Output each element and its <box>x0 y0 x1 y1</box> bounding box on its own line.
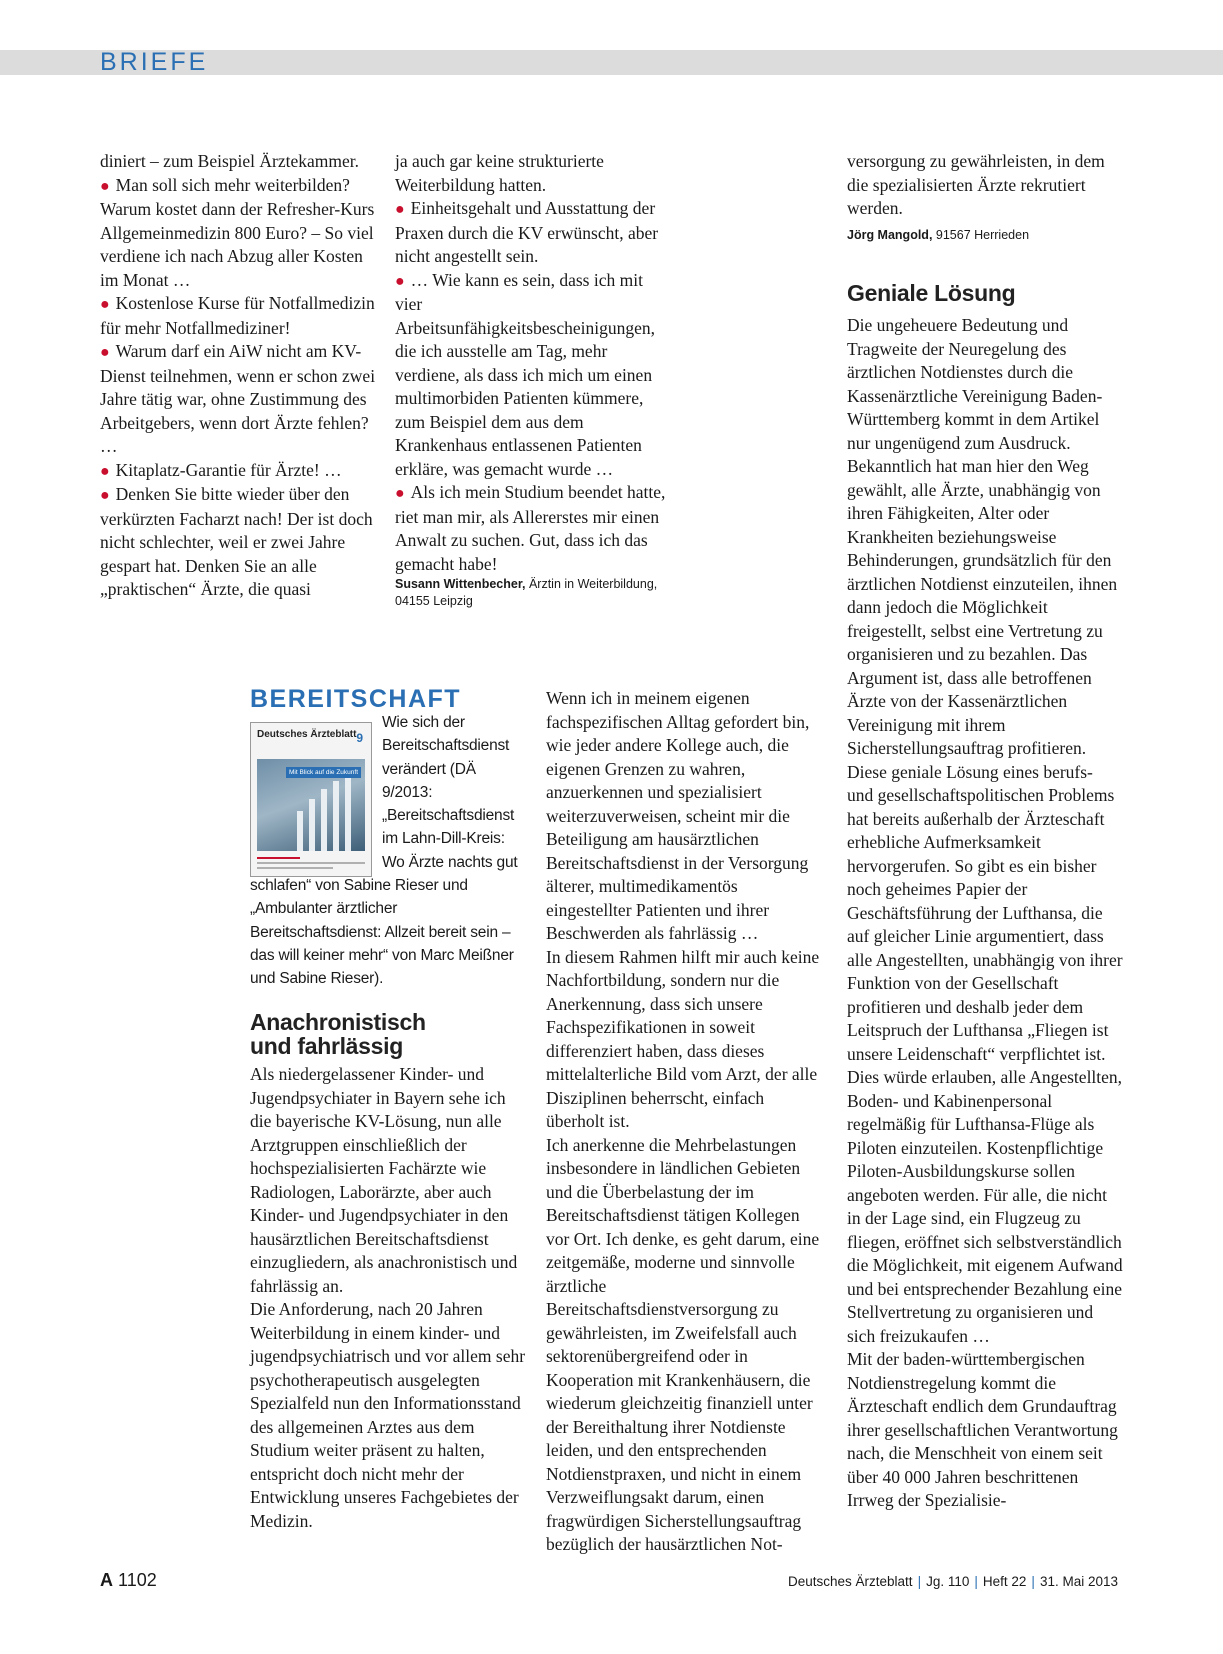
article-heading: Anachronistisch und fahrlässig <box>250 1009 426 1059</box>
bullet-item: ● Als ich mein Studium beendet hatte, riet man mir, als Allererstes mir einen Anwalt zu suchen. Gut, dass ich das gemacht habe! <box>395 482 666 574</box>
cover-logo: Deutsches Ärzteblatt <box>257 729 357 740</box>
journal-footer: Deutsches Ärzteblatt | Jg. 110 | Heft 22 | 31. Mai 2013 <box>788 1574 1118 1589</box>
letter1-column-2 <box>395 150 671 610</box>
text-paragraph: In diesem Rahmen hilft mir auch keine Nachfortbildung, sondern nur die Anerkennung, dass sich unsere Fachspezifikationen in soweit differenziert haben, dass dieses mittelalterliche Bild vom Arzt, der alle Disziplinen beherrscht, einfach überholt ist. <box>546 946 820 1131</box>
bullet-item: ● Denken Sie bitte wieder über den verkürzten Facharzt nach! Der ist doch nicht schlechter, weil er zwei Jahre gespart hat. Denken Sie an alle „praktischen“ Ärzte, die quasi <box>100 484 373 599</box>
article-reference: Wie sich der Bereitschaftsdienst verändert (DÄ 9/2013: „Bereitschaftsdienst im Lahn-Dill-Kreis: Wo Ärzte nachts gut schlafen“ von Sabine Rieser und „Ambulanter ärztlicher Bereitschaftsdienst: Allzeit bereit sein – das will keiner mehr“ von Marc Meißner und Sabine Rieser). <box>250 711 530 971</box>
topic-label: BEREITSCHAFT <box>250 685 462 713</box>
bullet-item: ● Einheitsgehalt und Ausstattung der Praxen durch die KV erwünscht, aber nicht angestellt sein. <box>395 198 659 266</box>
anachron-column-2 <box>546 687 822 1557</box>
text-paragraph: Ich anerkenne die Mehrbelastungen insbesondere in ländlichen Gebieten und die Überbelastung der im Bereitschaftsdienst tätigen Kollegen vor Ort. Ich denke, es geht darum, eine zeitgemäße, moderne und sinnvolle ärztliche Bereitschaftsdienstversorgung zu gewährleisten, im Zweifelsfall auch sektorenübergreifend oder in Kooperation mit Krankenhäusern, die wiederum gleichzeitig finanziell unter der Bereithaltung ihrer Notdienste leiden, und den entsprechenden Notdienstpraxen, und nicht in einem Verzweiflungsakt darum, einen fragwürdigen Sicherstellungsauftrag bezüglich der hausärztlichen Not- <box>546 1134 820 1554</box>
text-paragraph: Die ungeheuere Bedeutung und Tragweite der Neuregelung des ärztlichen Notdienstes durch die Kassenärztliche Vereinigung Baden-Württemberg kommt in dem Artikel nur ungenügend zum Ausdruck. Bekanntlich hat man hier den Weg gewählt, alle Ärzte, unabhängig von ihren Fähigkeiten, Alter oder Krankheiten beziehungsweise Behinderungen, grundsätzlich für den ärztlichen Notdienst einzuteilen, ihnen dann jedoch die Möglichkeit freigestellt, selbst eine Vertretung zu organisieren und zu bezahlen. Das Argument ist, dass alle betroffenen Ärzte von der Kassenärztlichen Vereinigung mit ihrem Sicherstellungsauftrag profitieren. <box>847 315 1118 758</box>
page-number: A 1102 <box>100 1570 157 1590</box>
text-paragraph: Wenn ich in meinem eigenen fachspezifischen Alltag gefordert bin, wie jeder andere Kollege auch, die eigenen Grenzen zu wahren, anzuerkennen und spezialisiert weiterzuverweisen, scheint mir die Beteiligung am hausärztlichen Bereitschaftsdienst in der Versorgung älterer, multimedikamentös eingestellter Patienten und ihrer Beschwerden als fahrlässig … <box>546 688 810 943</box>
cover-issue-number: 9 <box>356 731 363 745</box>
section-title: BRIEFE <box>100 48 209 76</box>
bullet-item: ● Kitaplatz-Garantie für Ärzte! … <box>100 459 342 480</box>
bullet-item: ● … Wie kann es sein, dass ich mit vier Arbeitsunfähigkeitsbescheinigungen, die ich ausstelle am Tag, mehr verdiene, als dass ich mich um einen multimorbiden Patienten kümmere, zum Beispiel dem aus dem Krankenhaus entlassenen Patienten erkläre, was gemacht wurde … <box>395 269 656 479</box>
bullet-icon: ● <box>100 177 110 195</box>
text-paragraph: Diese geniale Lösung eines berufs- und gesellschaftspolitischen Problems hat bereits außerhalb der Ärzteschaft erhebliche Aufmerksamkeit hervorgerufen. So gibt es ein bisher noch geheimes Papier der Geschäftsführung der Lufthansa, die auf gleicher Linie argumentiert, dass alle Angestellten, unabhängig von ihrer Funktion von der Gesellschaft profitieren und deshalb jeder dem Leitspruch der Lufthansa „Fliegen ist unsere Leidenschaft“ verpflichtet ist. Dies würde erlauben, alle Angestellten, Boden- und Kabinenpersonal regelmäßig für Lufthansa-Flüge als Piloten einzuteilen. Kostenpflichtige Piloten-Ausbildungskurse sollen angeboten werden. Für alle, die nicht in der Lage sind, ein Flugzeug zu fliegen, eröffnet sich selbstverständlich die Möglichkeit, mit eigenem Aufwand und bei entsprechender Bezahlung eine Stellvertretung zu organisieren und sich freizukaufen … <box>847 761 1123 1346</box>
bullet-icon: ● <box>395 201 405 218</box>
bullet-icon: ● <box>395 272 405 290</box>
text-paragraph: Die Anforderung, nach 20 Jahren Weiterbildung in einem kinder- und jugendpsychiatrisch und vor allem sehr psychotherapeutisch ausgelegten Spezialfeld nun den Informationsstand des allgemeinen Arztes aus dem Studium weiter präsent zu halten, entspricht doch nicht mehr der Entwicklung unseres Fachgebietes der Medizin. <box>250 1299 526 1531</box>
cover-subtitle: Mit Blick auf die Zukunft <box>286 767 361 778</box>
anachron-column-1 <box>250 1063 526 1533</box>
bullet-icon: ● <box>100 296 110 313</box>
letter1-column-1 <box>100 150 376 602</box>
bullet-item: ● Man soll sich mehr weiterbilden? Warum kostet dann der Refresher-Kurs Allgemeinmedizin 800 Euro? – So viel verdiene ich nach Abzug aller Kosten im Monat … <box>100 174 375 290</box>
text-paragraph: ja auch gar keine strukturierte Weiterbildung hatten. <box>395 151 604 195</box>
bullet-item: ● Warum darf ein AiW nicht am KV-Dienst teilnehmen, wenn er schon zwei Jahre tätig war, ohne Zustimmung des Arbeitgebers, wenn dort Ärzte fehlen? … <box>100 341 376 456</box>
bullet-icon: ● <box>100 487 110 504</box>
geniale-body <box>847 314 1123 1513</box>
bullet-icon: ● <box>395 485 405 502</box>
letter-signature: Jörg Mangold, 91567 Herrieden <box>847 227 1030 242</box>
text-paragraph: Als niedergelassener Kinder- und Jugendpsychiater in Bayern sehe ich die bayerische KV-Lösung, nun alle Arztgruppen einschließlich der hochspezialisierten Fachärzte wie Radiologen, Laborärzte, aber auch Kinder- und Jugendpsychiater in den hausärztlichen Bereitschaftsdienst einzugliedern, als anachronistisch und fahrlässig an. <box>250 1064 518 1296</box>
text-paragraph: diniert – zum Beispiel Ärztekammer. <box>100 151 360 171</box>
letter-signature: Susann Wittenbecher, Ärztin in Weiterbildung, 04155 Leipzig <box>395 577 658 608</box>
cover-float-spacer <box>250 711 382 871</box>
text-paragraph: Mit der baden-württembergischen Notdienstregelung kommt die Ärzteschaft endlich dem Grundauftrag ihrer gesellschaftlichen Verantwortung nach, die Menschheit von einem seit über 40 000 Jahren beschrittenen Irrweg der Spezialisie- <box>847 1349 1118 1510</box>
previous-letter-end <box>847 150 1123 244</box>
text-paragraph: versorgung zu gewährleisten, in dem die spezialisierten Ärzte rekrutiert werden. <box>847 151 1105 218</box>
bullet-icon: ● <box>100 344 110 361</box>
bullet-icon: ● <box>100 462 110 480</box>
article-heading: Geniale Lösung <box>847 280 1016 306</box>
bullet-item: ● Kostenlose Kurse für Notfallmedizin für mehr Notfallmediziner! <box>100 293 375 338</box>
